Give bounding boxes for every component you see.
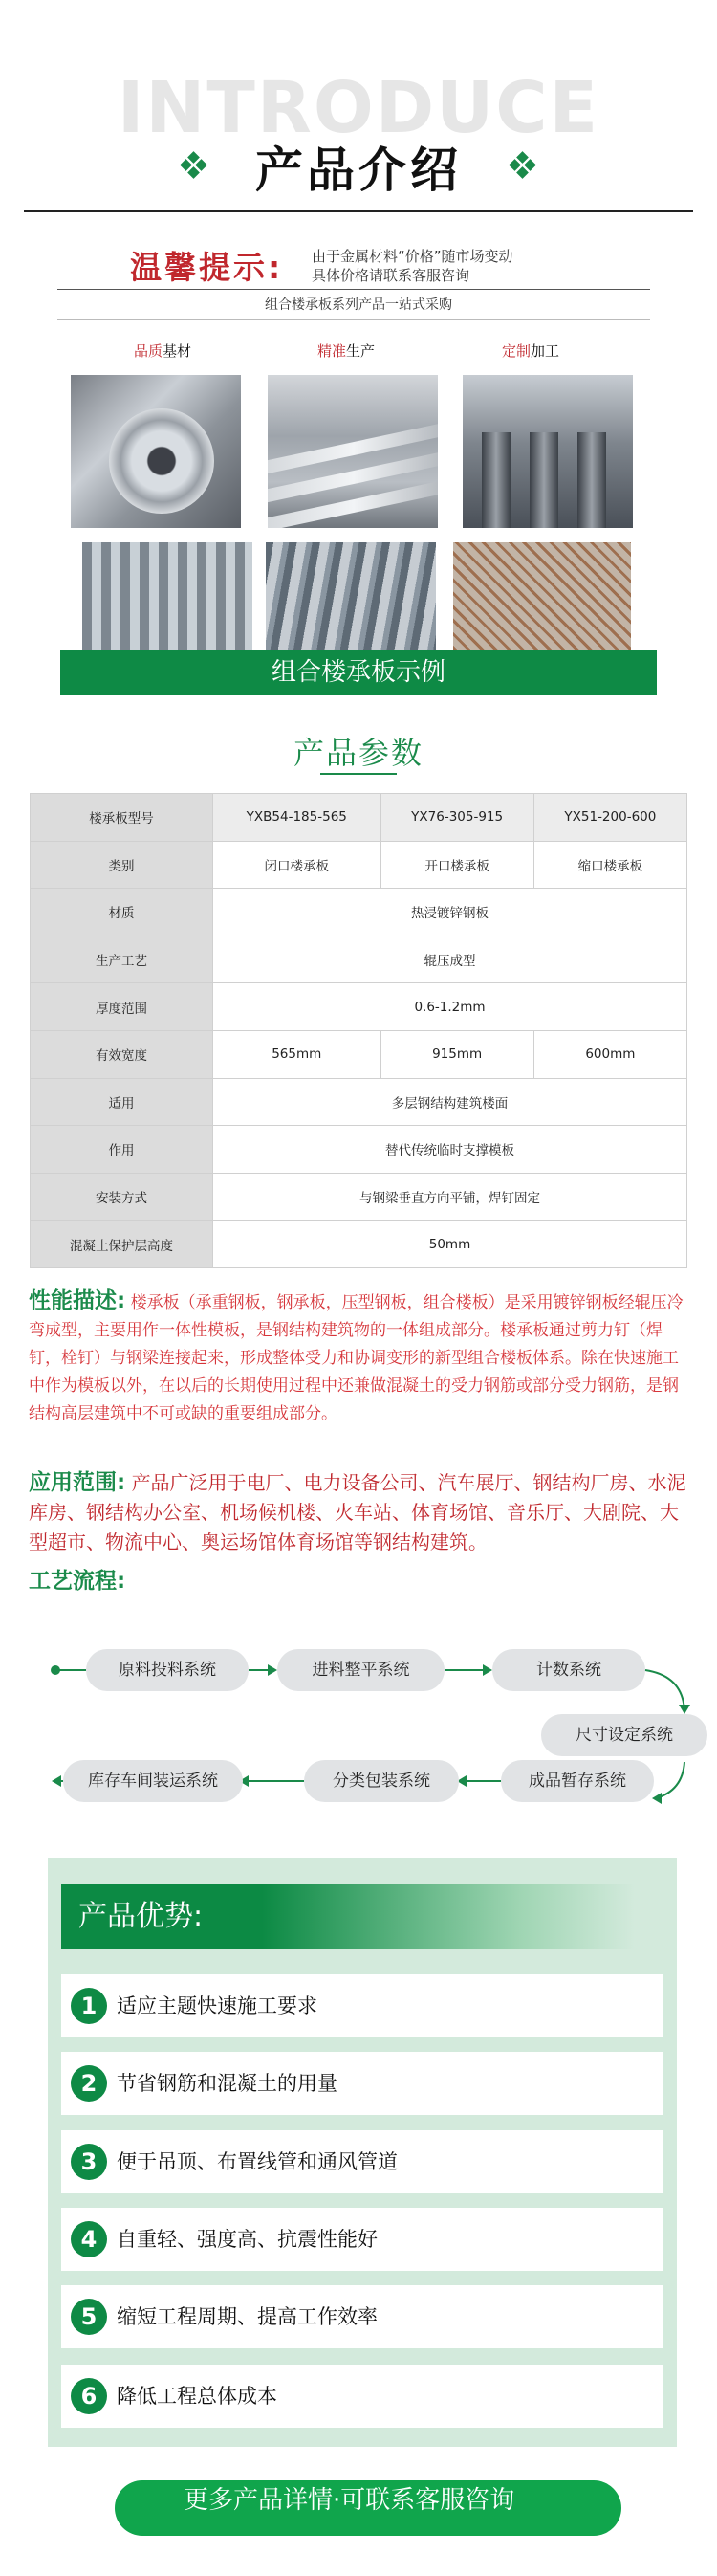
number-badge-icon: 2 bbox=[71, 2065, 107, 2102]
params-value: 辊压成型 bbox=[213, 936, 687, 983]
params-table bbox=[30, 793, 687, 1268]
tip-subtitle: 组合楼承板系列产品一站式采购 bbox=[265, 297, 452, 313]
params-value: 开口楼承板 bbox=[380, 841, 533, 889]
example-banner: 组合楼承板示例 bbox=[60, 650, 657, 695]
flow-step: 成品暂存系统 bbox=[501, 1760, 654, 1802]
flow-step: 计数系统 bbox=[492, 1649, 645, 1691]
divider bbox=[57, 289, 650, 290]
advantage-item bbox=[61, 2365, 663, 2428]
params-key: 类别 bbox=[31, 841, 213, 889]
divider bbox=[24, 210, 693, 212]
floor-deck-photo bbox=[82, 542, 252, 650]
contact-button-label: 更多产品详情·可联系客服咨询 bbox=[184, 2486, 515, 2515]
feature-highlight: 精准 bbox=[317, 342, 347, 360]
feature-label bbox=[502, 341, 559, 361]
params-key: 适用 bbox=[31, 1078, 213, 1126]
advantage-text: 适应主题快速施工要求 bbox=[117, 1994, 317, 2017]
params-value: 600mm bbox=[533, 1030, 686, 1078]
params-value: YX51-200-600 bbox=[533, 794, 686, 842]
number-badge-icon: 3 bbox=[71, 2144, 107, 2180]
application-text: 产品广泛用于电厂、电力设备公司、汽车展厅、钢结构厂房、水泥库房、钢结构办公室、机场候机楼、火车站、体育场馆、音乐厅、大剧院、大型超市、物流中心、奥运场馆体育场馆等钢结构建筑。 bbox=[29, 1471, 686, 1553]
params-value: YXB54-185-565 bbox=[213, 794, 381, 842]
craft-title: 工艺流程: bbox=[29, 1569, 126, 1594]
tip-description bbox=[312, 247, 513, 285]
feature-highlight: 品质 bbox=[134, 342, 163, 360]
flow-step: 分类包装系统 bbox=[304, 1760, 459, 1802]
flow-connector bbox=[55, 1669, 86, 1671]
params-value: 与钢梁垂直方向平铺，焊钉固定 bbox=[213, 1173, 687, 1221]
params-value: 缩口楼承板 bbox=[533, 841, 686, 889]
feature-rest: 基材 bbox=[163, 342, 192, 360]
params-value: 替代传统临时支撑模板 bbox=[213, 1126, 687, 1174]
hero-background-text: INTRODUCE bbox=[117, 67, 600, 149]
feature-highlight: 定制 bbox=[502, 342, 532, 360]
ribbed-deck-photo bbox=[266, 542, 436, 650]
tip-title: 温馨提示: bbox=[130, 249, 284, 286]
params-value: 50mm bbox=[213, 1221, 687, 1268]
divider bbox=[320, 773, 397, 775]
params-key: 作用 bbox=[31, 1126, 213, 1174]
params-key: 混凝土保护层高度 bbox=[31, 1221, 213, 1268]
deck-stack-photo bbox=[463, 375, 633, 528]
performance-text: 楼承板（承重钢板，钢承板，压型钢板，组合楼板）是采用镀锌钢板经辊压冷弯成型，主要用作一体性模板，是钢结构建筑物的一体组成部分。楼承板通过剪力钉（焊钉，栓钉）与钢梁连接起来，形成整体受力和协调变形的新型组合楼板体系。除在快速施工中作为模板以外，在以后的长期使用过程中还兼做混凝土的受力钢筋或部分受力钢筋，是钢结构高层建筑中不可或缺的重要组成部分。 bbox=[29, 1293, 684, 1423]
flow-connector bbox=[463, 1780, 501, 1782]
arrow-right-icon bbox=[268, 1664, 277, 1676]
number-badge-icon: 5 bbox=[71, 2299, 107, 2335]
params-row bbox=[31, 1078, 687, 1126]
flow-connector bbox=[245, 1780, 304, 1782]
diamond-deco-icon bbox=[511, 153, 535, 178]
params-row bbox=[31, 794, 687, 842]
tip-line-1: 由于金属材料“价格”随市场变动 bbox=[312, 248, 513, 265]
performance-label: 性能描述: bbox=[29, 1288, 126, 1313]
flow-step: 原料投料系统 bbox=[86, 1649, 249, 1691]
advantage-item bbox=[61, 2052, 663, 2115]
params-key: 有效宽度 bbox=[31, 1030, 213, 1078]
params-row bbox=[31, 936, 687, 983]
divider bbox=[57, 319, 650, 320]
params-value: 闭口楼承板 bbox=[213, 841, 381, 889]
advantage-text: 降低工程总体成本 bbox=[117, 2385, 277, 2408]
params-key: 厚度范围 bbox=[31, 983, 213, 1031]
params-key: 材质 bbox=[31, 889, 213, 936]
params-row bbox=[31, 889, 687, 936]
params-key: 楼承板型号 bbox=[31, 794, 213, 842]
feature-rest: 加工 bbox=[531, 342, 560, 360]
arrow-right-icon bbox=[483, 1664, 492, 1676]
advantage-item bbox=[61, 2285, 663, 2348]
advantage-item bbox=[61, 2130, 663, 2193]
section-title-params: 产品参数 bbox=[293, 735, 424, 771]
tip-line-2: 具体价格请联系客服咨询 bbox=[312, 267, 470, 284]
performance-description bbox=[29, 1288, 688, 1428]
params-row bbox=[31, 841, 687, 889]
params-value: 565mm bbox=[213, 1030, 381, 1078]
params-row bbox=[31, 1173, 687, 1221]
contact-button[interactable] bbox=[115, 2480, 621, 2536]
advantages-panel bbox=[48, 1858, 677, 2447]
params-value: YX76-305-915 bbox=[380, 794, 533, 842]
params-value: 915mm bbox=[380, 1030, 533, 1078]
params-row bbox=[31, 1030, 687, 1078]
params-key: 生产工艺 bbox=[31, 936, 213, 983]
params-key: 安装方式 bbox=[31, 1173, 213, 1221]
advantage-text: 便于吊顶、布置线管和通风管道 bbox=[117, 2150, 398, 2173]
factory-photo bbox=[268, 375, 438, 528]
advantage-text: 缩短工程周期、提高工作效率 bbox=[117, 2305, 378, 2328]
feature-label bbox=[317, 341, 375, 361]
flow-step: 进料整平系统 bbox=[277, 1649, 445, 1691]
hero-section bbox=[0, 0, 717, 220]
params-value: 0.6-1.2mm bbox=[213, 983, 687, 1031]
advantage-text: 自重轻、强度高、抗震性能好 bbox=[117, 2228, 378, 2251]
steel-coil-photo bbox=[71, 375, 241, 528]
flow-step: 尺寸设定系统 bbox=[541, 1714, 707, 1756]
params-value: 多层钢结构建筑楼面 bbox=[213, 1078, 687, 1126]
number-badge-icon: 1 bbox=[71, 1988, 107, 2024]
advantage-item bbox=[61, 2208, 663, 2271]
number-badge-icon: 4 bbox=[71, 2221, 107, 2257]
rebar-deck-photo bbox=[453, 542, 631, 650]
params-value: 热浸镀锌钢板 bbox=[213, 889, 687, 936]
params-row bbox=[31, 983, 687, 1031]
params-row bbox=[31, 1221, 687, 1268]
arrow-left-icon bbox=[52, 1775, 61, 1787]
price-tip bbox=[57, 241, 669, 289]
page-title: 产品介绍 bbox=[255, 143, 462, 198]
number-badge-icon: 6 bbox=[71, 2378, 107, 2414]
advantage-item bbox=[61, 1974, 663, 2037]
advantages-title: 产品优势: bbox=[61, 1884, 635, 1949]
application-label: 应用范围: bbox=[29, 1470, 126, 1495]
feature-rest: 生产 bbox=[346, 342, 376, 360]
advantage-text: 节省钢筋和混凝土的用量 bbox=[117, 2072, 337, 2095]
application-scope bbox=[29, 1468, 688, 1557]
params-row bbox=[31, 1126, 687, 1174]
flow-step: 库存车间装运系统 bbox=[63, 1760, 243, 1802]
feature-label bbox=[134, 341, 191, 361]
